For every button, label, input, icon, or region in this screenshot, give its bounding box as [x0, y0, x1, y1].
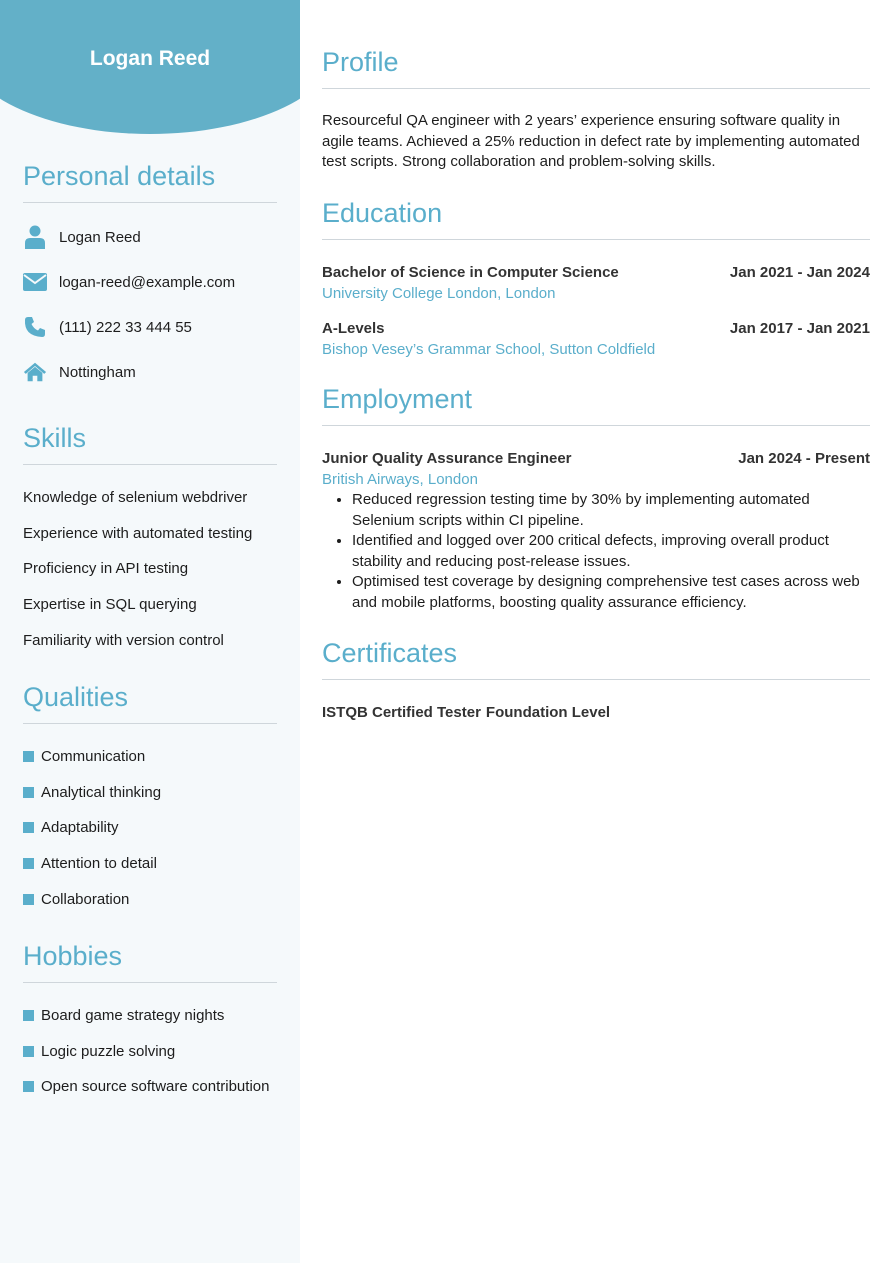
header-name: Logan Reed	[89, 47, 211, 70]
qualities-section	[23, 681, 277, 908]
education-school: University College London, London	[322, 285, 556, 302]
quality-item: Communication	[23, 748, 145, 765]
education-section	[322, 197, 870, 358]
square-bullet-icon	[23, 822, 34, 833]
education-title: Education	[322, 198, 443, 228]
employment-dates: Jan 2024 - Present	[738, 450, 870, 467]
skill-item: Expertise in SQL querying	[23, 596, 197, 613]
employment-entry	[322, 449, 870, 613]
profile-text: Resourceful QA engineer with 2 years’ experience ensuring software quality in agile teams. Achieved a 25% reduction in defect rate by implementing automated test scripts. Strong collaboration and problem-solving skills.	[322, 112, 860, 170]
divider	[322, 239, 870, 240]
divider	[23, 464, 277, 465]
personal-details-title: Personal details	[23, 161, 216, 191]
hobby-item: Open source software contribution	[23, 1078, 269, 1095]
profile-title: Profile	[322, 47, 399, 77]
envelope-icon	[23, 270, 47, 294]
divider	[322, 425, 870, 426]
contact-name-row	[23, 224, 141, 250]
employment-bullet: • Optimised test coverage by designing comprehensive test cases across web and mobile platforms, boosting quality assurance efficiency.	[352, 572, 870, 613]
square-bullet-icon	[23, 787, 34, 798]
square-bullet-icon	[23, 751, 34, 762]
hobbies-section	[23, 940, 277, 1095]
education-school: Bishop Vesey’s Grammar School, Sutton Coldfield	[322, 341, 656, 358]
square-bullet-icon	[23, 1010, 34, 1021]
divider	[23, 982, 277, 983]
employment-role: Junior Quality Assurance Engineer	[322, 450, 572, 467]
employment-bullet: • Reduced regression testing time by 30% by implementing automated Selenium scripts within CI pipeline.	[352, 490, 870, 531]
person-icon	[23, 225, 47, 249]
contact-phone: (111) 222 33 444 55	[59, 318, 192, 336]
employment-title: Employment	[322, 384, 473, 414]
contact-email[interactable]: logan-reed@example.com	[59, 273, 236, 291]
employment-section	[322, 383, 870, 611]
skills-section	[23, 422, 277, 649]
qualities-title: Qualities	[23, 682, 129, 712]
certificates-section	[322, 637, 870, 721]
contact-location-row	[23, 359, 136, 385]
divider	[322, 88, 870, 89]
home-icon	[23, 360, 47, 384]
divider	[23, 723, 277, 724]
quality-item: Adaptability	[23, 819, 119, 836]
employment-company: British Airways, London	[322, 471, 478, 488]
education-dates: Jan 2021 - Jan 2024	[729, 264, 870, 281]
skills-title: Skills	[23, 423, 87, 453]
skill-item: Familiarity with version control	[23, 632, 224, 649]
employment-bullet: • Identified and logged over 200 critical defects, improving overall product stability and reducing post-release issues.	[352, 531, 870, 572]
education-degree: Bachelor of Science in Computer Science	[322, 264, 619, 281]
education-degree: A-Levels	[322, 320, 385, 337]
certificate-item	[322, 704, 870, 721]
contact-email-row	[23, 269, 235, 295]
sidebar	[0, 0, 300, 1263]
certificate-name: ISTQB Certified Tester	[322, 704, 481, 721]
personal-details-section	[23, 160, 277, 381]
square-bullet-icon	[23, 1046, 34, 1057]
certificate-detail: Foundation Level	[485, 704, 611, 721]
divider	[23, 202, 277, 203]
phone-icon	[23, 315, 47, 339]
divider	[322, 679, 870, 680]
hobbies-title: Hobbies	[23, 941, 123, 971]
square-bullet-icon	[23, 858, 34, 869]
contact-name: Logan Reed	[59, 228, 141, 246]
quality-item: Analytical thinking	[23, 784, 161, 801]
education-entry	[322, 319, 870, 360]
skill-item: Experience with automated testing	[23, 525, 253, 542]
quality-item: Attention to detail	[23, 855, 157, 872]
certificates-title: Certificates	[322, 638, 458, 668]
square-bullet-icon	[23, 1081, 34, 1092]
hobby-item: Logic puzzle solving	[23, 1043, 175, 1060]
education-entry	[322, 263, 870, 304]
hobby-item: Board game strategy nights	[23, 1007, 224, 1024]
contact-phone-row	[23, 314, 192, 340]
employment-bullets	[322, 490, 870, 613]
skill-item: Knowledge of selenium webdriver	[23, 489, 248, 506]
quality-item: Collaboration	[23, 891, 129, 908]
profile-section	[322, 46, 870, 173]
contact-location: Nottingham	[59, 363, 136, 381]
education-dates: Jan 2017 - Jan 2021	[729, 320, 870, 337]
square-bullet-icon	[23, 894, 34, 905]
skill-item: Proficiency in API testing	[23, 560, 189, 577]
